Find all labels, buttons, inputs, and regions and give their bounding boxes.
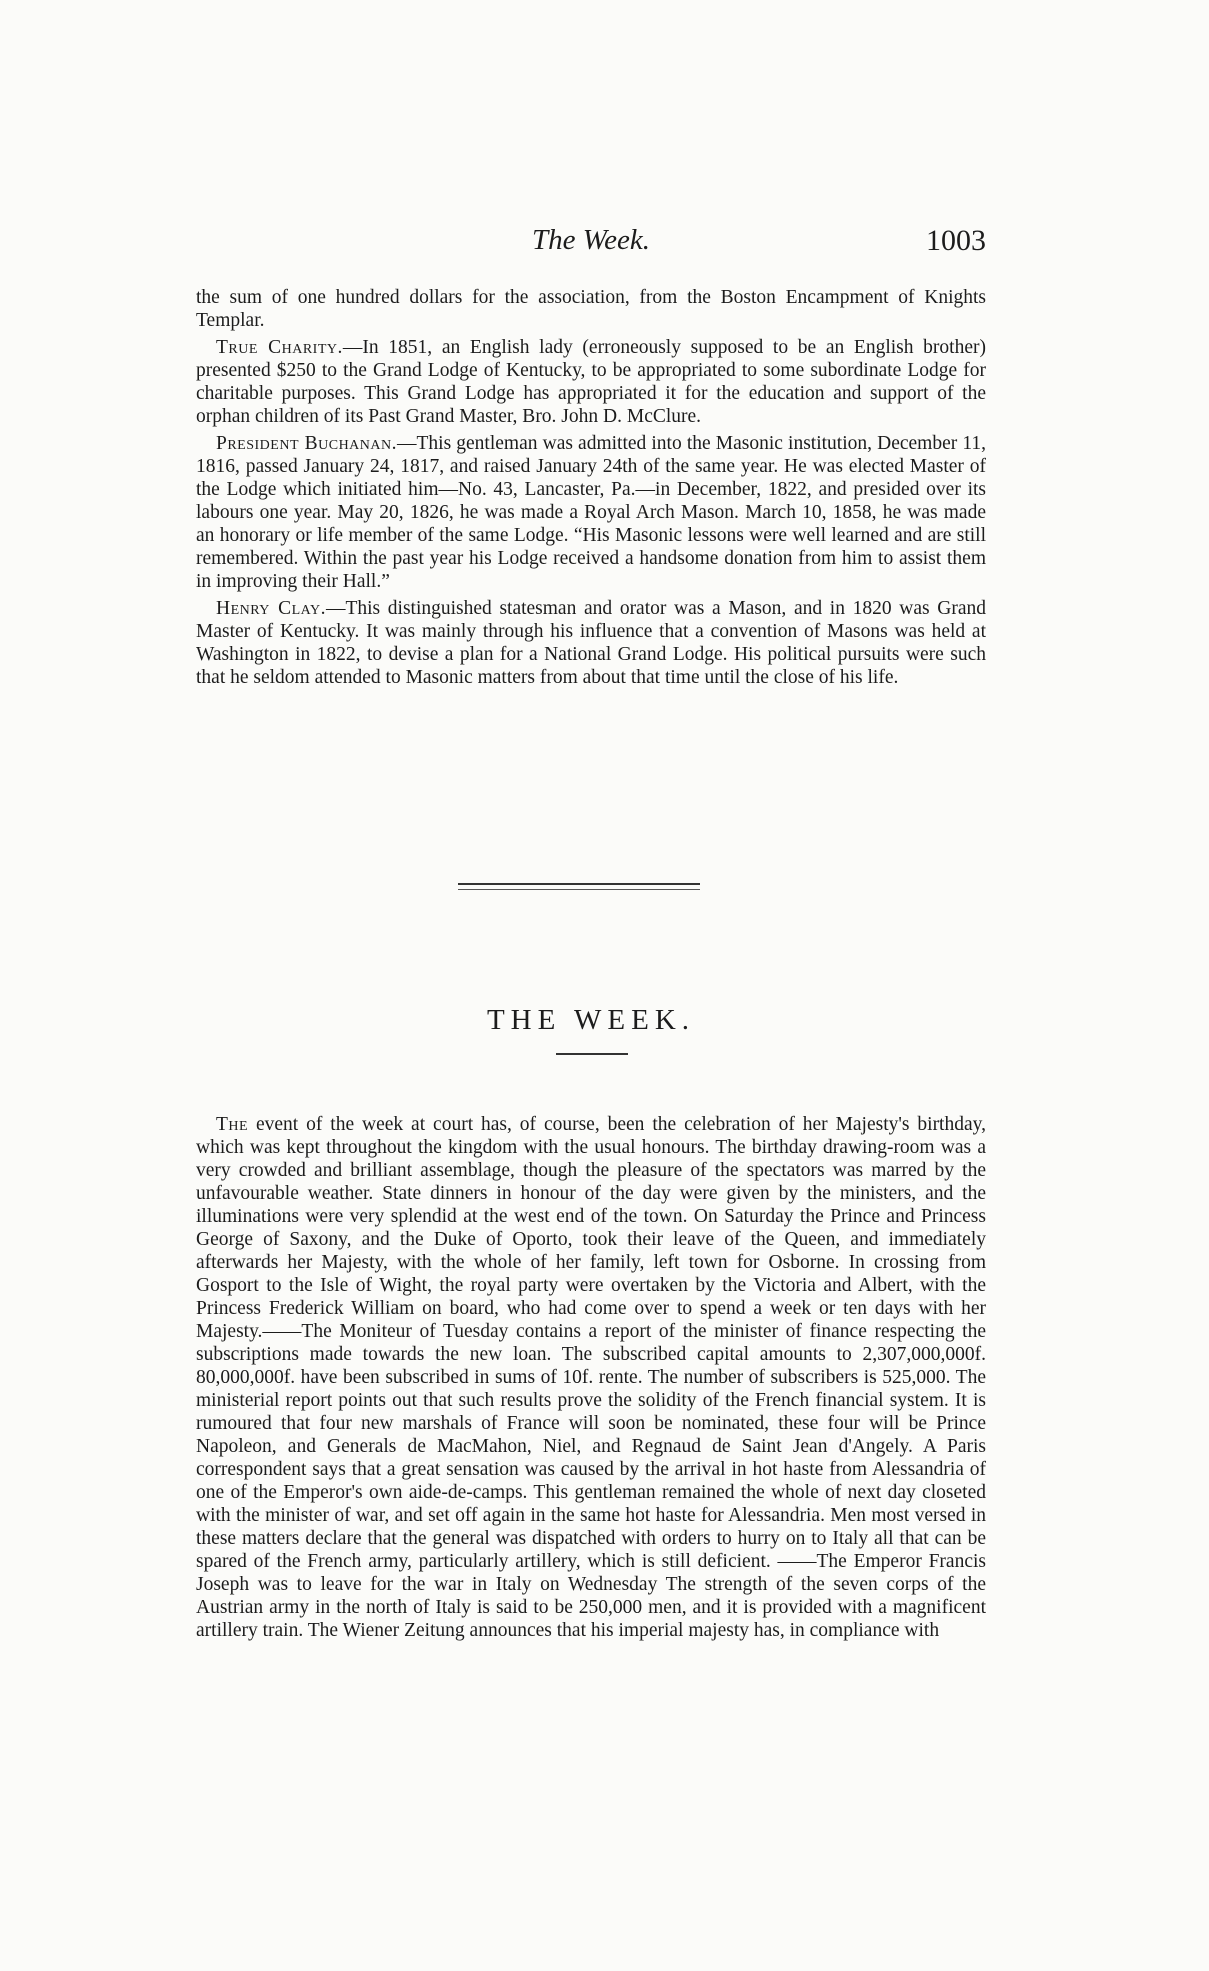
president-buchanan-text: —This gentleman was admitted into the Masonic institution, December 11, 1816, passed January 24, 1817, and raised January 24th of the same year. He was elected Master of the Lodge which initiated him—No. 43, Lancaster, Pa.—in December, 1822, and presided over its labours one year. May 20, 1826, he was made a Royal Arch Mason. March 10, 1858, he was made an honorary or life member of the same Lodge. “His Masonic lessons were well learned and are still remembered. Within the past year his Lodge received a handsome donation from him to assist them in improving their Hall.”: [196, 433, 986, 592]
continued-paragraph: the sum of one hundred dollars for the association, from the Boston Encampment of Knights Templar.: [196, 287, 986, 331]
running-head: [196, 224, 986, 264]
section-heading: THE WEEK.: [486, 1004, 696, 1036]
running-title: The Week.: [531, 224, 651, 256]
henry-clay-lead: Henry Clay.: [216, 598, 326, 619]
divider-rule-thin: [458, 889, 700, 890]
week-section-body: [196, 1113, 986, 1646]
masonic-notes: [196, 286, 986, 693]
section-divider: [458, 883, 700, 894]
heading-underline: [556, 1053, 628, 1055]
week-lead: The: [216, 1114, 249, 1135]
henry-clay-paragraph: [196, 597, 986, 689]
president-buchanan-paragraph: [196, 432, 986, 593]
week-paragraph: [196, 1113, 986, 1642]
true-charity-paragraph: [196, 336, 986, 428]
true-charity-lead: True Charity.: [216, 337, 343, 358]
week-text: event of the week at court has, of course, been the celebration of her Majesty's birthday, which was kept throughout the kingdom with the usual honours. The birthday drawing-room was a very crowded and brilliant assemblage, though the pleasure of the spectators was marred by the unfavourable weather. State dinners in honour of the day were given by the ministers, and the illuminations were very splendid at the west end of the town. On Saturday the Prince and Princess George of Saxony, and the Duke of Oporto, took their leave of the Queen, and immediately afterwards her Majesty, with the whole of her family, left town for Osborne. In crossing from Gosport to the Isle of Wight, the royal party were overtaken by the Victoria and Albert, with the Princess Frederick William on board, who had come over to spend a week or ten days with her Majesty.——The Moniteur of Tuesday contains a report of the minister of finance respecting the subscriptions made towards the new loan. The subscribed capital amounts to 2,307,000,000f. 80,000,000f. have been subscribed in sums of 10f. rente. The number of subscribers is 525,000. The ministerial report points out that such results prove the solidity of the French financial system. It is rumoured that four new marshals of France will soon be nominated, these four will be Prince Napoleon, and Generals de MacMahon, Niel, and Regnaud de Saint Jean d'Angely. A Paris correspondent says that a great sensation was caused by the arrival in hot haste from Alessandria of one of the Emperor's own aide-de-camps. This gentleman remained the whole of next day closeted with the minister of war, and set off again in the same hot haste for Alessandria. Men most versed in these matters declare that the general was dispatched with orders to hurry on to Italy all that can be spared of the French army, particularly artillery, which is still deficient. ——The Emperor Francis Joseph was to leave for the war in Italy on Wednesday The strength of the seven corps of the Austrian army in the north of Italy is said to be 250,000 men, and it is provided with a magnificent artillery train. The Wiener Zeitung announces that his imperial majesty has, in compliance with: [196, 1114, 986, 1641]
henry-clay-text: —This distinguished statesman and orator was a Mason, and in 1820 was Grand Master of Kentucky. It was mainly through his influence that a convention of Masons was held at Washington in 1822, to devise a plan for a National Grand Lodge. His political pursuits were such that he seldom attended to Masonic matters from about that time until the close of his life.: [196, 598, 986, 688]
page-number: 1003: [926, 224, 986, 257]
true-charity-text: —In 1851, an English lady (erroneously supposed to be an English brother) presented $250 to the Grand Lodge of Kentucky, to be appropriated to some subordinate Lodge for charitable purposes. This Grand Lodge has appropriated it for the education and support of the orphan children of its Past Grand Master, Bro. John D. McClure.: [196, 337, 986, 427]
divider-rule-thick: [458, 883, 700, 885]
president-buchanan-lead: President Buchanan.: [216, 433, 397, 454]
